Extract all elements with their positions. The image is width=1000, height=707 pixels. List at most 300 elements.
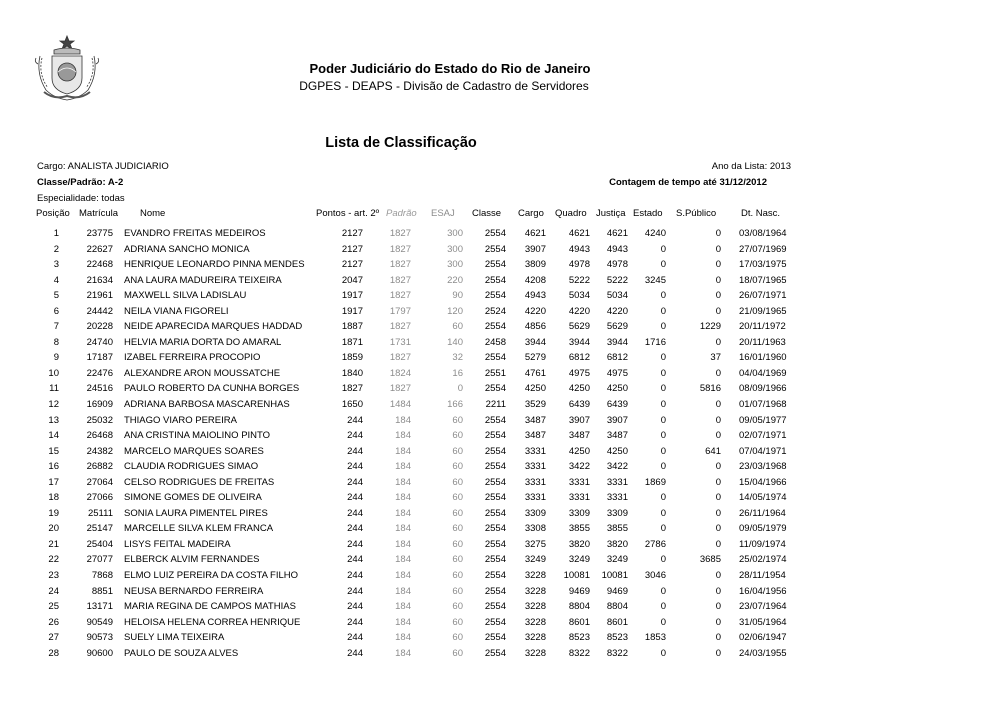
cell-pontos: 1917 [341, 305, 363, 317]
cell-spublico: 0 [715, 601, 721, 613]
cell-matricula: 13171 [86, 601, 113, 613]
cell-esaj: 140 [447, 336, 463, 348]
cell-classe: 2211 [485, 399, 506, 411]
cell-classe: 2554 [484, 321, 506, 333]
cell-justica: 4621 [606, 228, 628, 239]
cell-pontos: 244 [347, 647, 363, 659]
cell-quadro: 4220 [568, 305, 590, 317]
cell-spublico: 0 [715, 228, 721, 239]
cell-esaj: 60 [452, 430, 463, 442]
cell-padrao: 184 [395, 476, 411, 488]
cell-nome: SUELY LIMA TEIXEIRA [124, 632, 225, 644]
cell-nome: NEILA VIANA FIGORELI [124, 305, 229, 317]
cell-pontos: 244 [347, 430, 363, 442]
col-header-dtnasc: Dt. Nasc. [741, 208, 781, 219]
cell-posicao: 7 [53, 321, 59, 333]
cell-posicao: 23 [48, 570, 59, 582]
cell-dtnasc: 20/11/1972 [739, 321, 786, 333]
table-row [0, 646, 1000, 662]
col-header-spublico: S.Público [676, 208, 717, 219]
cell-matricula: 27066 [86, 492, 113, 504]
cell-justica: 4250 [606, 445, 628, 457]
cell-estado: 0 [660, 367, 666, 379]
cell-esaj: 60 [452, 507, 463, 519]
cell-matricula: 22468 [86, 259, 113, 271]
table-row [0, 319, 1000, 335]
cell-dtnasc: 27/07/1969 [739, 243, 787, 255]
cell-spublico: 0 [715, 259, 721, 271]
cell-dtnasc: 16/04/1956 [739, 585, 787, 597]
cell-cargo: 3309 [524, 507, 546, 519]
cell-cargo: 4856 [524, 321, 546, 333]
classification-table [0, 226, 1000, 661]
cell-spublico: 0 [715, 616, 721, 628]
cell-spublico: 1229 [699, 321, 721, 333]
cell-spublico: 0 [715, 243, 721, 255]
cell-padrao: 184 [395, 601, 411, 613]
cell-nome: LISYS FEITAL MADEIRA [124, 538, 231, 550]
cell-cargo: 4250 [524, 383, 546, 395]
col-header-cargo: Cargo [518, 208, 544, 219]
cell-esaj: 60 [452, 554, 463, 566]
cell-classe: 2554 [484, 274, 506, 286]
cell-cargo: 3487 [524, 414, 546, 426]
cell-spublico: 0 [715, 570, 721, 582]
org-subtitle: DGPES - DEAPS - Divisão de Cadastro de Servidores [299, 79, 589, 93]
cell-nome: ELMO LUIZ PEREIRA DA COSTA FILHO [124, 570, 299, 582]
cell-pontos: 1917 [341, 290, 363, 302]
cell-nome: ALEXANDRE ARON MOUSSATCHE [124, 367, 281, 379]
table-row [0, 584, 1000, 600]
cell-cargo: 3228 [524, 601, 546, 613]
cell-spublico: 0 [715, 538, 721, 550]
cell-posicao: 16 [48, 461, 59, 473]
cell-pontos: 1887 [341, 321, 363, 333]
cell-posicao: 13 [48, 414, 59, 426]
cell-matricula: 20228 [86, 321, 113, 333]
cell-esaj: 60 [452, 647, 463, 659]
cell-nome: PAULO DE SOUZA ALVES [124, 647, 239, 659]
cell-quadro: 3422 [568, 461, 590, 473]
org-title: Poder Judiciário do Estado do Rio de Janeiro [309, 61, 591, 76]
cell-justica: 3820 [606, 538, 628, 550]
table-row [0, 552, 1000, 568]
cell-padrao: 184 [395, 445, 411, 457]
cell-justica: 3309 [606, 507, 628, 519]
cell-pontos: 244 [347, 632, 363, 644]
cell-matricula: 26882 [86, 461, 113, 473]
cell-matricula: 24740 [86, 336, 113, 348]
cell-pontos: 1840 [341, 367, 363, 379]
cell-nome: IZABEL FERREIRA PROCOPIO [124, 352, 261, 364]
cell-esaj: 300 [447, 243, 463, 255]
cell-spublico: 0 [715, 430, 721, 442]
cell-matricula: 25111 [87, 507, 113, 519]
cell-padrao: 184 [395, 538, 411, 550]
cell-estado: 0 [660, 305, 666, 317]
cell-nome: MARCELO MARQUES SOARES [124, 445, 264, 457]
table-row [0, 506, 1000, 522]
cell-nome: NEIDE APARECIDA MARQUES HADDAD [124, 321, 303, 333]
cell-posicao: 2 [53, 243, 59, 255]
cell-quadro: 8322 [568, 647, 590, 659]
table-row [0, 242, 1000, 258]
cell-pontos: 244 [347, 601, 363, 613]
cell-estado: 4240 [644, 228, 666, 239]
cell-esaj: 60 [452, 632, 463, 644]
cell-nome: HELVIA MARIA DORTA DO AMARAL [124, 336, 282, 348]
cell-cargo: 3228 [524, 616, 546, 628]
cell-dtnasc: 03/08/1964 [739, 228, 787, 239]
cell-padrao: 1484 [389, 399, 411, 411]
cell-justica: 4978 [606, 259, 628, 271]
cell-estado: 1869 [644, 476, 666, 488]
cell-spublico: 0 [715, 274, 721, 286]
col-header-estado: Estado [633, 208, 663, 219]
cell-dtnasc: 15/04/1966 [739, 476, 787, 488]
cell-classe: 2524 [484, 305, 506, 317]
cell-pontos: 2127 [341, 259, 363, 271]
cell-quadro: 8601 [568, 616, 590, 628]
cell-pontos: 1827 [341, 383, 363, 395]
cell-cargo: 3228 [524, 632, 546, 644]
cell-nome: MARCELLE SILVA KLEM FRANCA [124, 523, 274, 535]
cell-padrao: 1827 [389, 383, 411, 395]
table-row [0, 568, 1000, 584]
cell-nome: CELSO RODRIGUES DE FREITAS [124, 476, 275, 488]
cell-cargo: 4761 [524, 367, 546, 379]
cell-quadro: 5629 [568, 321, 590, 333]
cell-matricula: 24516 [86, 383, 113, 395]
cell-matricula: 8851 [91, 585, 113, 597]
cell-dtnasc: 09/05/1977 [739, 414, 787, 426]
cell-padrao: 184 [395, 616, 411, 628]
cell-dtnasc: 09/05/1979 [739, 523, 787, 535]
cell-posicao: 28 [48, 647, 59, 659]
cell-esaj: 0 [457, 383, 463, 395]
cell-matricula: 25404 [86, 538, 113, 550]
cell-quadro: 5034 [568, 290, 590, 302]
cell-esaj: 60 [452, 585, 463, 597]
cell-pontos: 2127 [341, 243, 363, 255]
cell-dtnasc: 18/07/1965 [739, 274, 787, 286]
cell-justica: 4943 [606, 243, 628, 255]
table-row [0, 490, 1000, 506]
cell-matricula: 16909 [86, 399, 113, 411]
cell-cargo: 3275 [524, 538, 546, 550]
cell-pontos: 244 [347, 538, 363, 550]
cell-pontos: 244 [347, 570, 363, 582]
cell-pontos: 244 [347, 523, 363, 535]
table-row [0, 366, 1000, 382]
table-row [0, 630, 1000, 646]
cell-justica: 4220 [606, 305, 628, 317]
cell-justica: 5629 [606, 321, 628, 333]
cell-cargo: 3249 [524, 554, 546, 566]
table-row [0, 335, 1000, 351]
cell-matricula: 90600 [86, 647, 113, 659]
cell-estado: 0 [660, 445, 666, 457]
cell-classe: 2554 [484, 352, 506, 364]
cell-quadro: 10081 [563, 570, 590, 582]
classe-label: Classe/Padrão: A-2 [37, 177, 124, 188]
cell-posicao: 3 [53, 259, 59, 271]
cell-classe: 2554 [484, 585, 506, 597]
cell-classe: 2554 [484, 507, 506, 519]
especialidade-label: Especialidade: todas [37, 193, 125, 204]
cell-pontos: 244 [347, 492, 363, 504]
cell-nome: PAULO ROBERTO DA CUNHA BORGES [124, 383, 300, 395]
table-row [0, 444, 1000, 460]
cell-posicao: 17 [48, 476, 59, 488]
cell-estado: 0 [660, 616, 666, 628]
table-row [0, 381, 1000, 397]
cell-nome: HELOISA HELENA CORREA HENRIQUE [124, 616, 301, 628]
cell-pontos: 244 [347, 414, 363, 426]
cell-cargo: 3809 [524, 259, 546, 271]
cell-esaj: 60 [452, 461, 463, 473]
cell-classe: 2551 [484, 367, 506, 379]
cell-dtnasc: 01/07/1968 [739, 399, 787, 411]
cell-spublico: 0 [715, 367, 721, 379]
col-header-classe: Classe [472, 208, 502, 219]
cell-dtnasc: 11/09/1974 [739, 538, 786, 550]
cell-estado: 0 [660, 259, 666, 271]
cell-spublico: 5816 [699, 383, 721, 395]
cell-posicao: 22 [48, 554, 59, 566]
cell-padrao: 1827 [389, 274, 411, 286]
cell-cargo: 4943 [524, 290, 546, 302]
cell-estado: 0 [660, 352, 666, 364]
cell-posicao: 10 [48, 367, 59, 379]
cell-spublico: 0 [715, 585, 721, 597]
cell-classe: 2458 [484, 336, 506, 348]
cell-matricula: 90549 [86, 616, 113, 628]
cell-cargo: 3529 [524, 399, 546, 411]
cell-esaj: 60 [452, 523, 463, 535]
cell-spublico: 0 [715, 632, 721, 644]
cell-nome: MAXWELL SILVA LADISLAU [124, 290, 247, 302]
cell-quadro: 3820 [568, 538, 590, 550]
col-header-quadro: Quadro [555, 208, 587, 219]
cell-pontos: 244 [347, 554, 363, 566]
cell-pontos: 244 [347, 616, 363, 628]
cell-nome: ADRIANA BARBOSA MASCARENHAS [124, 399, 290, 411]
table-row [0, 599, 1000, 615]
cell-esaj: 60 [452, 414, 463, 426]
cell-spublico: 0 [715, 305, 721, 317]
table-row [0, 459, 1000, 475]
table-row [0, 257, 1000, 273]
cell-matricula: 21961 [86, 290, 113, 302]
cell-estado: 0 [660, 321, 666, 333]
cell-dtnasc: 26/07/1971 [739, 290, 787, 302]
cell-quadro: 3944 [568, 336, 590, 348]
cell-quadro: 4621 [568, 228, 590, 239]
cell-cargo: 3228 [524, 585, 546, 597]
cell-pontos: 244 [347, 585, 363, 597]
cell-posicao: 27 [48, 632, 59, 644]
cell-justica: 4975 [606, 367, 628, 379]
cell-quadro: 3907 [568, 414, 590, 426]
cell-quadro: 3855 [568, 523, 590, 535]
cell-posicao: 24 [48, 585, 59, 597]
cell-estado: 0 [660, 492, 666, 504]
cell-cargo: 3228 [524, 570, 546, 582]
table-row [0, 537, 1000, 553]
cell-classe: 2554 [484, 601, 506, 613]
cell-posicao: 21 [48, 538, 59, 550]
cell-dtnasc: 14/05/1974 [739, 492, 787, 504]
cell-esaj: 16 [452, 367, 463, 379]
cell-estado: 0 [660, 399, 666, 411]
cell-matricula: 7868 [91, 570, 113, 582]
col-header-posicao: Posição [36, 208, 70, 219]
cell-posicao: 18 [48, 492, 59, 504]
cell-matricula: 27064 [86, 476, 113, 488]
cell-esaj: 300 [447, 259, 463, 271]
cell-estado: 1853 [644, 632, 666, 644]
cell-padrao: 184 [395, 492, 411, 504]
cell-classe: 2554 [484, 647, 506, 659]
col-header-pontos: Pontos - art. 2º [316, 208, 380, 219]
cell-quadro: 3487 [568, 430, 590, 442]
page-title: Lista de Classificação [325, 135, 477, 151]
cell-estado: 0 [660, 601, 666, 613]
cell-dtnasc: 23/03/1968 [739, 461, 787, 473]
cell-justica: 3907 [606, 414, 628, 426]
cell-spublico: 0 [715, 461, 721, 473]
cell-quadro: 6812 [568, 352, 590, 364]
cell-pontos: 2127 [341, 228, 363, 239]
table-row [0, 273, 1000, 289]
cell-estado: 0 [660, 554, 666, 566]
cell-justica: 5222 [606, 274, 628, 286]
cell-classe: 2554 [484, 243, 506, 255]
cell-pontos: 2047 [341, 274, 363, 286]
cell-matricula: 21634 [86, 274, 113, 286]
cell-dtnasc: 28/11/1954 [739, 570, 786, 582]
table-row [0, 288, 1000, 304]
cell-cargo: 3228 [524, 647, 546, 659]
contagem-label: Contagem de tempo até 31/12/2012 [609, 177, 767, 188]
cell-pontos: 244 [347, 507, 363, 519]
cell-classe: 2554 [484, 259, 506, 271]
col-header-matricula: Matrícula [79, 208, 119, 219]
cell-dtnasc: 16/01/1960 [739, 352, 787, 364]
cell-classe: 2554 [484, 430, 506, 442]
cell-classe: 2554 [484, 290, 506, 302]
cell-estado: 0 [660, 414, 666, 426]
cell-dtnasc: 07/04/1971 [739, 445, 787, 457]
cell-spublico: 0 [715, 290, 721, 302]
cell-estado: 0 [660, 461, 666, 473]
cell-spublico: 0 [715, 647, 721, 659]
table-row [0, 521, 1000, 537]
cell-justica: 3944 [606, 336, 628, 348]
cell-matricula: 23775 [86, 228, 113, 239]
cell-estado: 0 [660, 507, 666, 519]
cell-estado: 0 [660, 290, 666, 302]
cell-padrao: 184 [395, 554, 411, 566]
cell-justica: 3855 [606, 523, 628, 535]
cell-estado: 0 [660, 523, 666, 535]
cell-matricula: 17187 [86, 352, 113, 364]
cell-justica: 6812 [606, 352, 628, 364]
cell-padrao: 1827 [389, 352, 411, 364]
cell-nome: CLAUDIA RODRIGUES SIMAO [124, 461, 259, 473]
cell-justica: 8322 [606, 647, 628, 659]
cell-nome: NEUSA BERNARDO FERREIRA [124, 585, 264, 597]
cell-spublico: 0 [715, 414, 721, 426]
cell-nome: MARIA REGINA DE CAMPOS MATHIAS [124, 601, 296, 613]
cell-matricula: 26468 [86, 430, 113, 442]
cell-matricula: 24382 [86, 445, 113, 457]
cell-justica: 3487 [606, 430, 628, 442]
table-row [0, 615, 1000, 631]
cell-posicao: 4 [53, 274, 59, 286]
cell-nome: HENRIQUE LEONARDO PINNA MENDES [124, 259, 305, 271]
cell-dtnasc: 31/05/1964 [739, 616, 787, 628]
cell-classe: 2554 [484, 616, 506, 628]
cell-esaj: 60 [452, 570, 463, 582]
cell-esaj: 60 [452, 601, 463, 613]
cell-dtnasc: 23/07/1964 [739, 601, 787, 613]
col-header-padrao: Padrão [386, 208, 417, 219]
cell-justica: 4250 [606, 383, 628, 395]
cell-classe: 2554 [484, 523, 506, 535]
cell-padrao: 1827 [389, 243, 411, 255]
cell-cargo: 4621 [524, 228, 546, 239]
cell-matricula: 24442 [86, 305, 113, 317]
cell-posicao: 6 [53, 305, 59, 317]
cell-estado: 0 [660, 430, 666, 442]
cell-dtnasc: 25/02/1974 [739, 554, 787, 566]
cell-posicao: 15 [48, 445, 59, 457]
cell-quadro: 8523 [568, 632, 590, 644]
table-row [0, 226, 1000, 242]
cell-padrao: 184 [395, 507, 411, 519]
cell-classe: 2554 [484, 228, 506, 239]
cell-pontos: 1871 [341, 336, 363, 348]
col-header-esaj: ESAJ [431, 208, 455, 219]
cell-spublico: 3685 [699, 554, 721, 566]
cell-spublico: 0 [715, 492, 721, 504]
cell-quadro: 3331 [568, 476, 590, 488]
cell-matricula: 22627 [86, 243, 113, 255]
cell-estado: 0 [660, 647, 666, 659]
cell-cargo: 3331 [524, 461, 546, 473]
cell-justica: 8601 [606, 616, 628, 628]
cell-esaj: 60 [452, 616, 463, 628]
cell-padrao: 184 [395, 430, 411, 442]
cell-nome: ANA LAURA MADUREIRA TEIXEIRA [124, 274, 282, 286]
cell-cargo: 3331 [524, 445, 546, 457]
cell-esaj: 32 [452, 352, 463, 364]
cell-padrao: 1827 [389, 290, 411, 302]
cell-esaj: 60 [452, 538, 463, 550]
cell-padrao: 184 [395, 523, 411, 535]
cell-cargo: 3331 [524, 492, 546, 504]
cell-padrao: 184 [395, 647, 411, 659]
cell-classe: 2554 [484, 538, 506, 550]
cell-pontos: 244 [347, 476, 363, 488]
cell-spublico: 0 [715, 336, 721, 348]
cell-matricula: 27077 [86, 554, 113, 566]
cell-padrao: 184 [395, 585, 411, 597]
cell-dtnasc: 21/09/1965 [739, 305, 787, 317]
cell-classe: 2554 [484, 383, 506, 395]
